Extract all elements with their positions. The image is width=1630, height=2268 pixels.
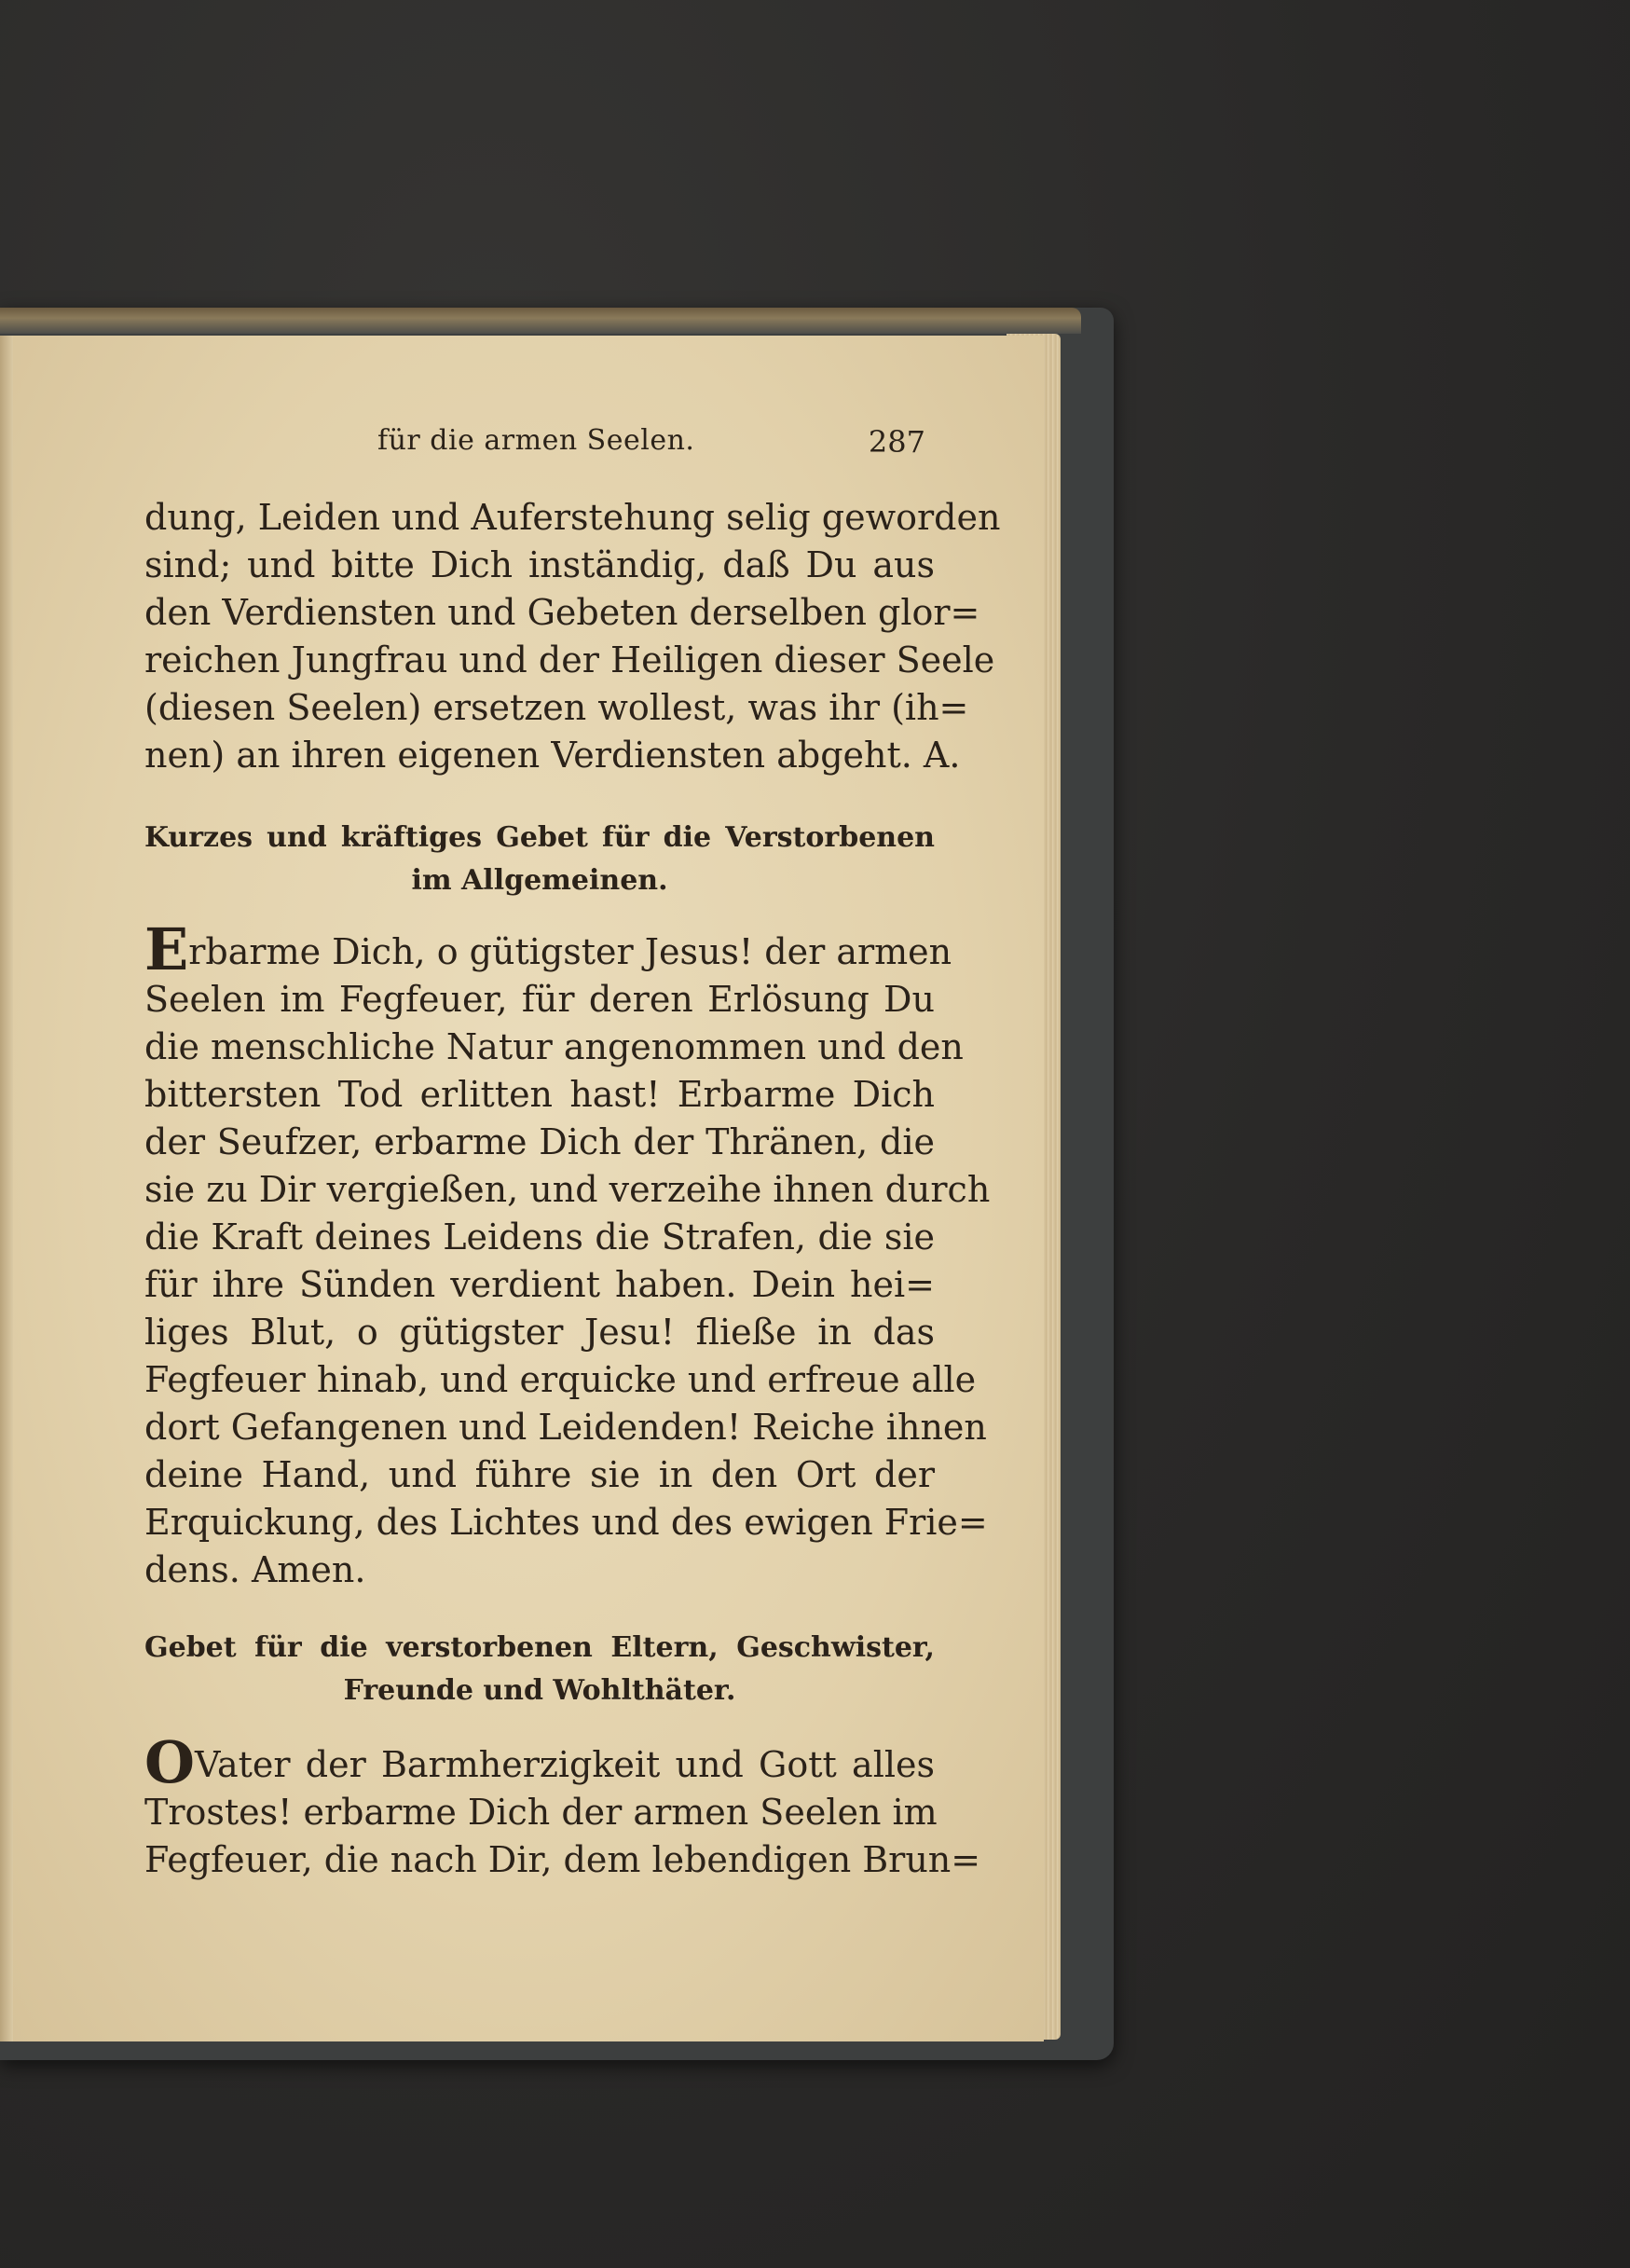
heading-line: im Allgemeinen. [411,864,668,897]
text-line: liges Blut, o gütigster Jesu! fließe in das [144,1312,935,1353]
text-line: nen) an ihren eigenen Verdiensten abgeht. A. [144,735,961,776]
text-line: Erquickung, des Lichtes und des ewigen Frie= [144,1502,988,1543]
running-head: für die armen Seelen. [377,424,695,457]
section-heading-2 [144,1627,935,1712]
page-gutter [0,336,13,2041]
text-line: Seelen im Fegfeuer, für deren Erlösung Du [144,979,935,1020]
page-number: 287 [868,424,925,460]
paragraph-2 [144,915,991,1594]
text-line: für ihre Sünden verdient haben. Dein hei= [144,1264,935,1305]
text-line: bittersten Tod erlitten hast! Erbarme Dich [144,1074,935,1115]
text-line: die Kraft deines Leidens die Strafen, die sie [144,1216,935,1258]
drop-capital: O [144,1728,196,1796]
first-line-text: Vater der Barmherzigkeit und Gott alles [195,1744,935,1785]
text-line: reichen Jungfrau und der Heiligen dieser Seele [144,639,995,680]
text-line: deine Hand, und führe sie in den Ort der [144,1454,935,1495]
heading-line: Gebet für die verstorbenen Eltern, Geschwister, [144,1631,935,1664]
page-header [144,424,935,461]
text-line: der Seufzer, erbarme Dich der Thränen, die [144,1121,935,1162]
text-line [144,915,952,983]
text-line: den Verdiensten und Gebeten derselben glor= [144,592,980,633]
heading-line: Kurzes und kräftiges Gebet für die Verstorbenen [144,821,935,854]
drop-capital: E [144,915,189,983]
text-line: dung, Leiden und Auferstehung selig geworden [144,497,1001,538]
text-line: Fegfeuer hinab, und erquicke und erfreue alle [144,1359,977,1400]
text-line: die menschliche Natur angenommen und den [144,1026,964,1067]
text-line: sind; und bitte Dich inständig, daß Du aus [144,544,935,585]
paragraph-3 [144,1728,981,1884]
text-line [144,1728,935,1796]
text-line: Trostes! erbarme Dich der armen Seelen im [144,1792,938,1833]
heading-line: Freunde und Wohlthäter. [343,1674,736,1707]
text-line: dens. Amen. [144,1549,366,1590]
section-heading-1 [144,817,935,902]
paragraph-1 [144,494,1001,779]
first-line-text: rbarme Dich, o gütigster Jesus! der armen [188,931,952,972]
text-line: (diesen Seelen) ersetzen wollest, was ihr (ih= [144,687,969,728]
cover-edge [0,308,1081,334]
text-line: dort Gefangenen und Leidenden! Reiche ihnen [144,1407,987,1448]
text-line: Fegfeuer, die nach Dir, dem lebendigen Brun= [144,1839,981,1880]
text-line: sie zu Dir vergießen, und verzeihe ihnen durch [144,1169,991,1210]
